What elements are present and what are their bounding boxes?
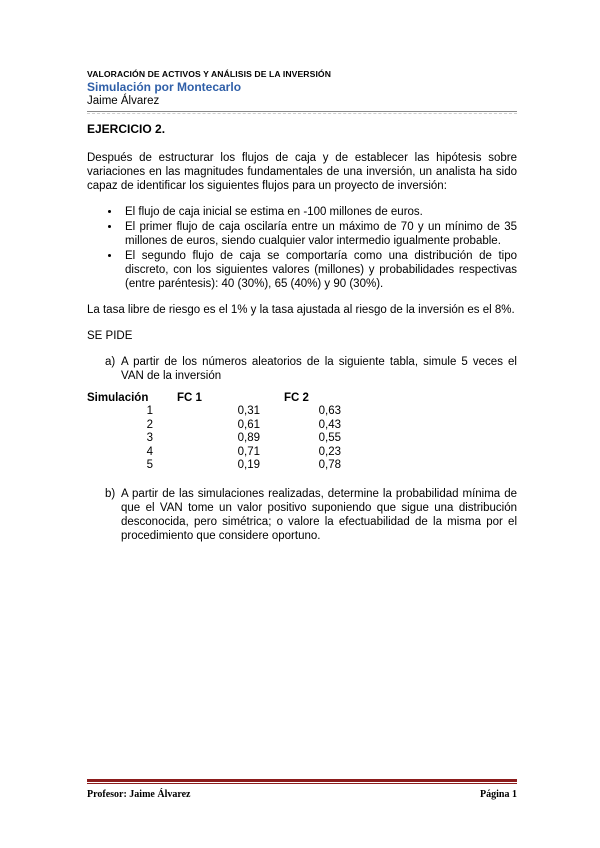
- table-row: [87, 419, 341, 433]
- col-header-fc1: FC 1: [177, 392, 202, 404]
- cell-fc1: 0,89: [237, 432, 260, 444]
- header-divider: [87, 111, 517, 112]
- questions-list: [87, 355, 517, 383]
- cell-fc2: 0,78: [318, 459, 341, 471]
- random-numbers-table: [87, 391, 341, 473]
- footer-page-number: Página 1: [480, 789, 517, 800]
- cell-fc2: 0,63: [318, 405, 341, 417]
- question-label: b): [105, 487, 116, 500]
- list-item: • El segundo flujo de caja se comportaría como una distribución de tipo discreto, con los siguientes valores (millones) y probabilidades respectivas (entre paréntesis): 40 (30%), 65 (40%) y 90 (30%).: [121, 249, 517, 291]
- question-b: [105, 487, 517, 543]
- cell-sim: 5: [146, 459, 153, 471]
- cell-sim: 2: [146, 418, 153, 431]
- footer-divider-thin: [87, 783, 517, 784]
- cell-fc1: 0,31: [237, 405, 260, 417]
- exercise-title: EJERCICIO 2.: [87, 122, 166, 136]
- document-subtitle: Simulación por Montecarlo: [87, 80, 242, 94]
- table-row: [87, 446, 341, 460]
- cell-sim: 4: [146, 445, 153, 458]
- cell-fc1: 0,71: [237, 445, 260, 458]
- intro-paragraph: Después de estructurar los flujos de caja y de establecer las hipótesis sobre variaciones en las magnitudes fundamentales de una inversión, un analista ha sido capaz de identificar los siguientes flujos para un proyecto de inversión:: [87, 152, 517, 192]
- table-header-row: [87, 391, 341, 405]
- question-text: A partir de las simulaciones realizadas, determine la probabilidad mínima de que el VAN tome un valor positivo suponiendo que sigue una distribución desconocida, pero simétrica; o valore la efectuabilidad de la misma por el procedimiento que considere oportuno.: [121, 487, 517, 542]
- table-row: [87, 405, 341, 419]
- question-label: a): [105, 356, 116, 368]
- list-item: • El flujo de caja inicial se estima en -100 millones de euros.: [121, 205, 517, 219]
- cell-sim: 3: [146, 432, 153, 444]
- header-divider-dashed: [87, 113, 517, 114]
- questions-list-continued: [87, 487, 517, 543]
- footer-professor: Profesor: Jaime Álvarez: [87, 789, 191, 800]
- cash-flow-list: [87, 205, 517, 291]
- footer-divider: [87, 779, 517, 782]
- cell-fc2: 0,55: [318, 432, 341, 444]
- cell-fc2: 0,23: [318, 445, 341, 458]
- page-header: [87, 68, 517, 108]
- col-header-fc2: FC 2: [284, 392, 309, 404]
- se-pide-heading: SE PIDE: [87, 330, 133, 342]
- cell-fc1: 0,19: [237, 459, 260, 471]
- list-item: • El primer flujo de caja oscilaría entre un máximo de 70 y un mínimo de 35 millones de euros, siendo cualquier valor intermedio igualmente probable.: [121, 220, 517, 248]
- author-name: Jaime Álvarez: [87, 95, 160, 107]
- question-a: [105, 355, 517, 383]
- cell-fc1: 0,61: [237, 418, 260, 431]
- course-title: VALORACIÓN DE ACTIVOS Y ANÁLISIS DE LA INVERSIÓN: [87, 69, 332, 79]
- question-text: A partir de los números aleatorios de la siguiente tabla, simule 5 veces el VAN de la inversión: [121, 356, 517, 382]
- document-body: [87, 122, 517, 543]
- table-row: [87, 432, 341, 446]
- cell-fc2: 0,43: [318, 418, 341, 431]
- rates-paragraph: La tasa libre de riesgo es el 1% y la tasa ajustada al riesgo de la inversión es el 8%.: [87, 304, 515, 316]
- table-row: [87, 459, 341, 473]
- col-header-simulacion: Simulación: [87, 392, 149, 404]
- cell-sim: 1: [146, 405, 153, 417]
